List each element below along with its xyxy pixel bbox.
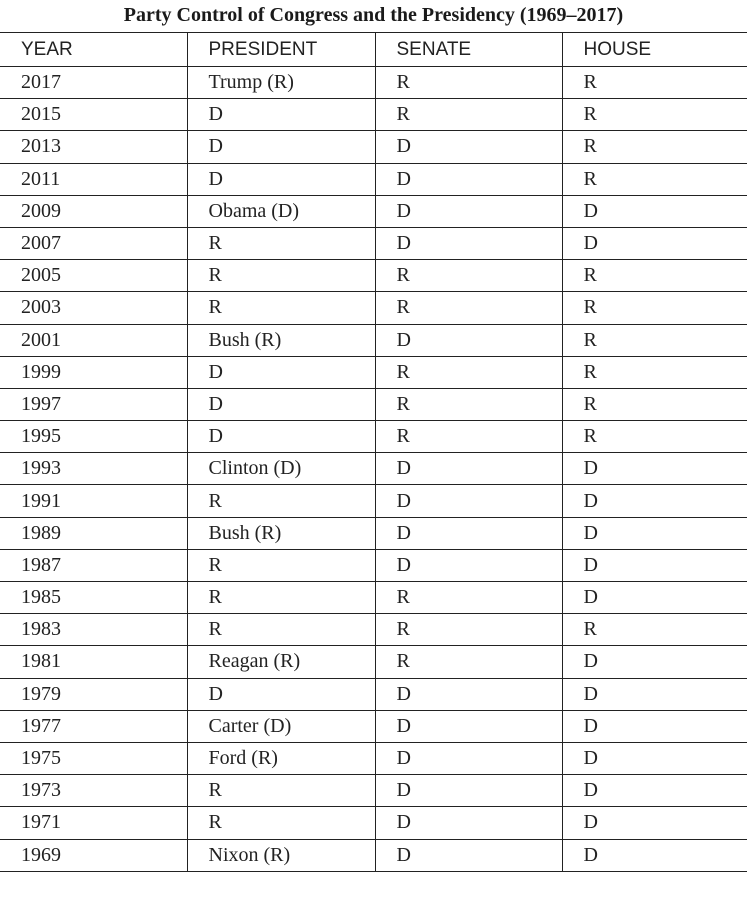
year-cell: 1977	[0, 710, 187, 742]
table-row	[0, 742, 747, 774]
house-cell: D	[562, 582, 747, 614]
table-row	[0, 807, 747, 839]
house-cell: R	[562, 67, 747, 99]
senate-cell: D	[375, 163, 562, 195]
table-row	[0, 839, 747, 871]
year-cell: 2003	[0, 292, 187, 324]
table-row	[0, 356, 747, 388]
year-cell: 1995	[0, 421, 187, 453]
table-title: Party Control of Congress and the Presidency (1969–2017)	[123, 4, 624, 26]
house-cell: D	[562, 549, 747, 581]
senate-cell: R	[375, 99, 562, 131]
year-cell: 1985	[0, 582, 187, 614]
year-cell: 1999	[0, 356, 187, 388]
senate-cell: R	[375, 260, 562, 292]
senate-cell: D	[375, 678, 562, 710]
table-row	[0, 292, 747, 324]
house-cell: D	[562, 678, 747, 710]
table-row	[0, 131, 747, 163]
year-cell: 2013	[0, 131, 187, 163]
table-row	[0, 678, 747, 710]
president-cell: R	[187, 260, 375, 292]
president-cell: D	[187, 678, 375, 710]
house-cell: R	[562, 292, 747, 324]
senate-cell: D	[375, 807, 562, 839]
year-cell: 1983	[0, 614, 187, 646]
table-row	[0, 485, 747, 517]
header-row	[0, 33, 747, 67]
senate-cell: D	[375, 710, 562, 742]
senate-cell: R	[375, 67, 562, 99]
senate-cell: D	[375, 195, 562, 227]
house-cell: D	[562, 453, 747, 485]
table-row	[0, 388, 747, 420]
president-cell: Reagan (R)	[187, 646, 375, 678]
table-row	[0, 99, 747, 131]
year-cell: 2017	[0, 67, 187, 99]
table-row	[0, 453, 747, 485]
senate-cell: R	[375, 646, 562, 678]
house-cell: D	[562, 517, 747, 549]
table-row	[0, 614, 747, 646]
house-cell: R	[562, 99, 747, 131]
senate-cell: D	[375, 227, 562, 259]
column-header-house: HOUSE	[562, 33, 747, 67]
party-control-table	[0, 32, 747, 872]
president-cell: R	[187, 775, 375, 807]
year-cell: 1969	[0, 839, 187, 871]
president-cell: Trump (R)	[187, 67, 375, 99]
year-cell: 1973	[0, 775, 187, 807]
table-row	[0, 775, 747, 807]
president-cell: R	[187, 582, 375, 614]
house-cell: D	[562, 775, 747, 807]
house-cell: R	[562, 324, 747, 356]
president-cell: Bush (R)	[187, 517, 375, 549]
table-body	[0, 67, 747, 872]
president-cell: D	[187, 356, 375, 388]
president-cell: D	[187, 388, 375, 420]
president-cell: Bush (R)	[187, 324, 375, 356]
senate-cell: R	[375, 582, 562, 614]
president-cell: Carter (D)	[187, 710, 375, 742]
president-cell: Ford (R)	[187, 742, 375, 774]
president-cell: R	[187, 614, 375, 646]
house-cell: R	[562, 356, 747, 388]
house-cell: R	[562, 388, 747, 420]
year-cell: 1991	[0, 485, 187, 517]
table-row	[0, 549, 747, 581]
house-cell: D	[562, 646, 747, 678]
president-cell: D	[187, 421, 375, 453]
president-cell: R	[187, 292, 375, 324]
senate-cell: R	[375, 421, 562, 453]
senate-cell: D	[375, 131, 562, 163]
senate-cell: D	[375, 549, 562, 581]
year-cell: 2001	[0, 324, 187, 356]
house-cell: R	[562, 131, 747, 163]
house-cell: R	[562, 163, 747, 195]
president-cell: D	[187, 131, 375, 163]
year-cell: 2007	[0, 227, 187, 259]
senate-cell: D	[375, 324, 562, 356]
senate-cell: R	[375, 292, 562, 324]
house-cell: D	[562, 710, 747, 742]
president-cell: R	[187, 485, 375, 517]
president-cell: R	[187, 807, 375, 839]
table-row	[0, 517, 747, 549]
year-cell: 1975	[0, 742, 187, 774]
table-row	[0, 195, 747, 227]
table-row	[0, 710, 747, 742]
senate-cell: R	[375, 614, 562, 646]
president-cell: D	[187, 99, 375, 131]
house-cell: D	[562, 195, 747, 227]
year-cell: 1971	[0, 807, 187, 839]
table-row	[0, 582, 747, 614]
column-header-president: PRESIDENT	[187, 33, 375, 67]
year-cell: 2015	[0, 99, 187, 131]
house-cell: D	[562, 485, 747, 517]
year-cell: 1981	[0, 646, 187, 678]
table-row	[0, 67, 747, 99]
senate-cell: D	[375, 517, 562, 549]
year-cell: 1989	[0, 517, 187, 549]
table-row	[0, 260, 747, 292]
president-cell: Nixon (R)	[187, 839, 375, 871]
year-cell: 2011	[0, 163, 187, 195]
column-header-year: YEAR	[0, 33, 187, 67]
president-cell: R	[187, 549, 375, 581]
table-row	[0, 163, 747, 195]
house-cell: D	[562, 839, 747, 871]
table-row	[0, 227, 747, 259]
house-cell: D	[562, 742, 747, 774]
senate-cell: D	[375, 453, 562, 485]
year-cell: 1979	[0, 678, 187, 710]
house-cell: D	[562, 807, 747, 839]
table-row	[0, 324, 747, 356]
year-cell: 1997	[0, 388, 187, 420]
president-cell: Obama (D)	[187, 195, 375, 227]
table-row	[0, 421, 747, 453]
senate-cell: R	[375, 356, 562, 388]
house-cell: R	[562, 421, 747, 453]
senate-cell: D	[375, 839, 562, 871]
year-cell: 1987	[0, 549, 187, 581]
year-cell: 2005	[0, 260, 187, 292]
house-cell: R	[562, 614, 747, 646]
column-header-senate: SENATE	[375, 33, 562, 67]
president-cell: R	[187, 227, 375, 259]
house-cell: D	[562, 227, 747, 259]
president-cell: D	[187, 163, 375, 195]
house-cell: R	[562, 260, 747, 292]
senate-cell: D	[375, 742, 562, 774]
senate-cell: D	[375, 485, 562, 517]
year-cell: 2009	[0, 195, 187, 227]
senate-cell: D	[375, 775, 562, 807]
senate-cell: R	[375, 388, 562, 420]
table-row	[0, 646, 747, 678]
president-cell: Clinton (D)	[187, 453, 375, 485]
year-cell: 1993	[0, 453, 187, 485]
